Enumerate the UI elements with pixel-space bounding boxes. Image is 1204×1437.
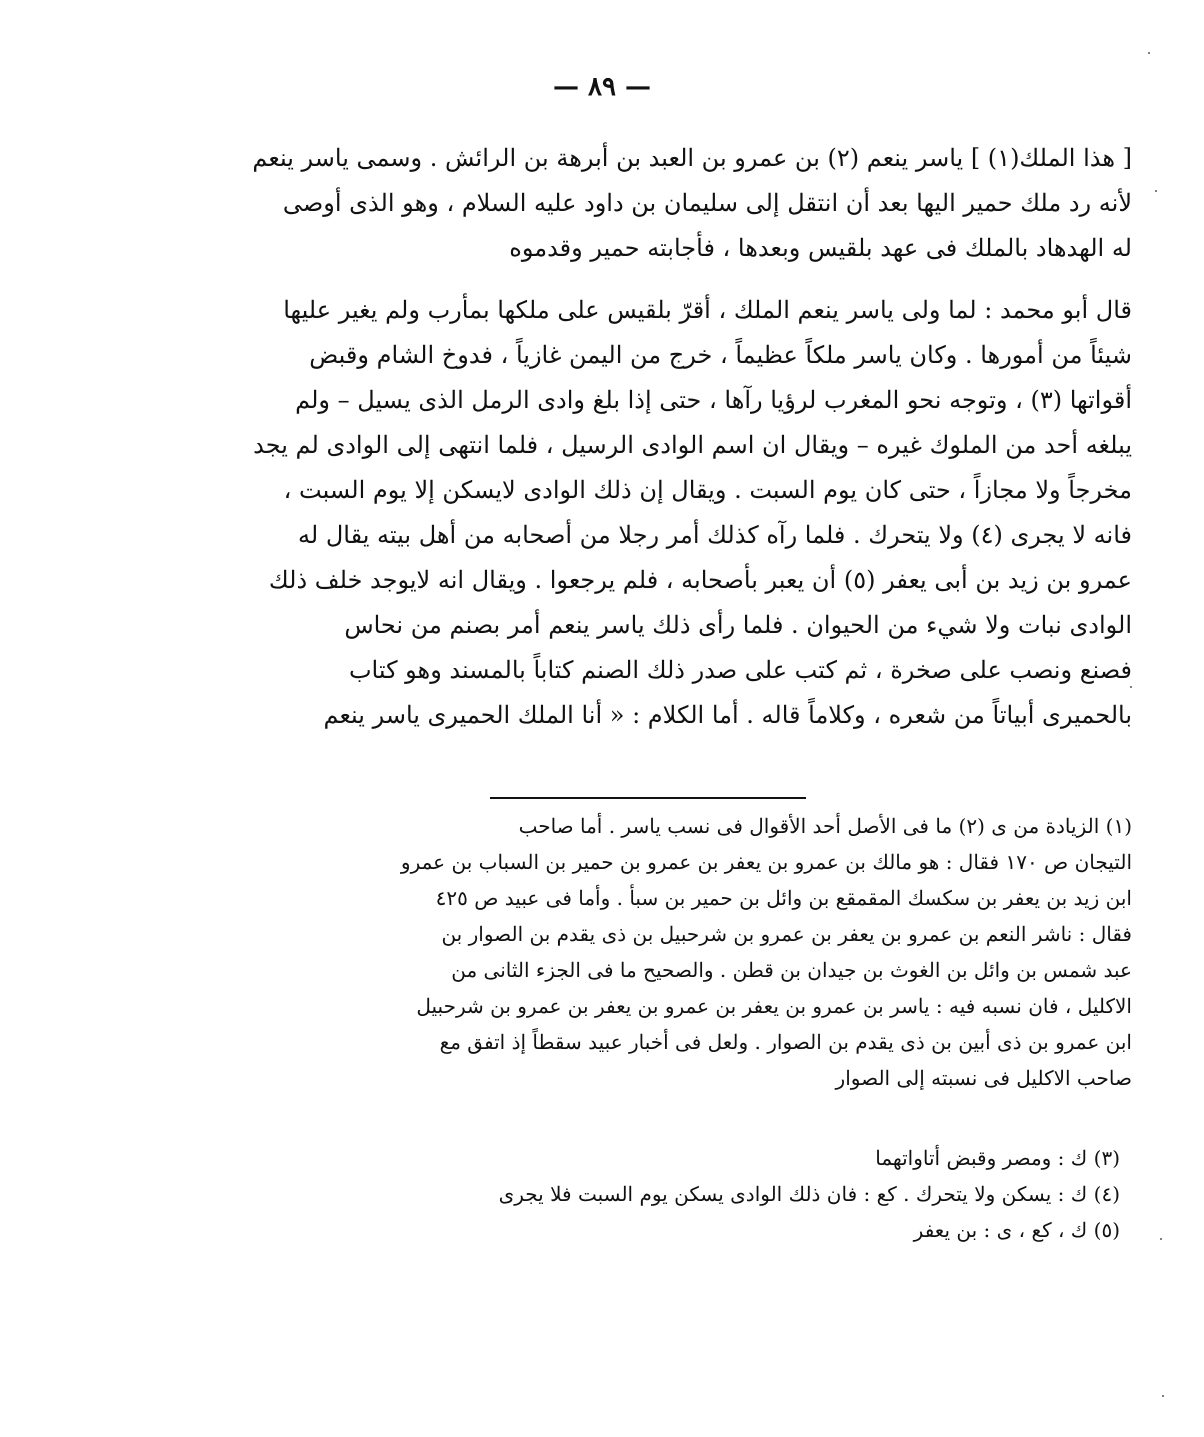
paragraph-1 <box>72 136 1132 271</box>
scan-speck <box>1148 52 1150 54</box>
text-line: لأنه رد ملك حمير اليها بعد أن انتقل إلى سليمان بن داود عليه السلام ، وهو الذى أوصى <box>282 189 1132 217</box>
text-line: مخرجاً ولا مجازاً ، حتى كان يوم السبت . ويقال إن ذلك الوادى لايسكن إلا يوم السبت ، <box>283 476 1132 504</box>
footnote-line: (٤) ك : يسكن ولا يتحرك . كع : فان ذلك الوادى يسكن يوم السبت فلا يجرى <box>498 1182 1120 1206</box>
footnote-line: (٣) ك : ومصر وقبض أتاواتهما <box>875 1146 1120 1170</box>
footnote-line: عبد شمس بن وائل بن الغوث بن جيدان بن قطن . والصحيح ما فى الجزء الثانى من <box>451 958 1132 982</box>
footnote-line: ابن عمرو بن ذى أبين بن ذى يقدم بن الصوار . ولعل فى أخبار عبيد سقطاً إذ اتفق مع <box>439 1030 1132 1054</box>
text-line: فصنع ونصب على صخرة ، ثم كتب على صدر ذلك الصنم كتاباً بالمسند وهو كتاب <box>348 656 1132 684</box>
scan-speck <box>1130 686 1132 688</box>
scan-speck <box>1160 1238 1162 1240</box>
footnote-line: (٥) ك ، كع ، ى : بن يعفر <box>913 1218 1120 1242</box>
text-line: قال أبو محمد : لما ولى ياسر ينعم الملك ، أقرّ بلقيس على ملكها بمأرب ولم يغير عليها <box>283 296 1132 324</box>
footnote-line: (١) الزيادة من ى (٢) ما فى الأصل أحد الأقوال فى نسب ياسر . أما صاحب <box>518 814 1132 838</box>
text-line: الوادى نبات ولا شيء من الحيوان . فلما رأى ذلك ياسر ينعم أمر بصنم من نحاس <box>344 611 1132 639</box>
scan-speck <box>1155 190 1157 192</box>
text-line: أقواتها (٣) ، وتوجه نحو المغرب لرؤيا رآها ، حتى إذا بلغ وادى الرمل الذى يسيل – ولم <box>295 386 1132 414</box>
text-line: [ هذا الملك(١) ] ياسر ينعم (٢) بن عمرو بن العبد بن أبرهة بن الرائش . وسمى ياسر ينعم <box>252 144 1132 172</box>
footnote-line: الاكليل ، فان نسبه فيه : ياسر بن عمرو بن يعفر بن عمرو بن يعفر بن عمرو بن شرحبيل <box>416 994 1132 1018</box>
footnote-line: فقال : ناشر النعم بن عمرو بن يعفر بن عمرو بن شرحبيل بن ذى يقدم بن الصوار بن <box>441 922 1132 946</box>
scan-speck <box>1162 1395 1164 1397</box>
footnotes <box>72 808 1132 1096</box>
footnotes-short <box>72 1140 1132 1248</box>
text-line: له الهدهاد بالملك فى عهد بلقيس وبعدها ، فأجابته حمير وقدموه <box>509 234 1132 262</box>
footnote-line: التيجان ص ١٧٠ فقال : هو مالك بن عمرو بن يعفر بن عمرو بن حمير بن السباب بن عمرو <box>400 850 1132 874</box>
footnote-line: صاحب الاكليل فى نسبته إلى الصوار <box>835 1066 1132 1090</box>
text-line: فانه لا يجرى (٤) ولا يتحرك . فلما رآه كذلك أمر رجلا من أصحابه من أهل بيته يقال له <box>298 521 1132 549</box>
footnote-divider <box>490 797 806 799</box>
paragraph-2 <box>72 288 1132 738</box>
text-line: بالحميرى أبياتاً من شعره ، وكلاماً قاله . أما الكلام : « أنا الملك الحميرى ياسر ينعم <box>323 701 1132 729</box>
text-line: عمرو بن زيد بن أبى يعفر (٥) أن يعبر بأصحابه ، فلم يرجعوا . ويقال انه لايوجد خلف ذلك <box>268 566 1132 594</box>
text-line: يبلغه أحد من الملوك غيره – ويقال ان اسم الوادى الرسيل ، فلما انتهى إلى الوادى لم يجد <box>253 431 1132 459</box>
page-number: — ٨٩ — <box>552 72 652 102</box>
footnote-line: ابن زيد بن يعفر بن سكسك المقمقع بن وائل بن حمير بن سبأ . وأما فى عبيد ص ٤٢٥ <box>435 886 1132 910</box>
text-line: شيئاً من أمورها . وكان ياسر ملكاً عظيماً ، خرج من اليمن غازياً ، فدوخ الشام وقبض <box>309 341 1132 369</box>
